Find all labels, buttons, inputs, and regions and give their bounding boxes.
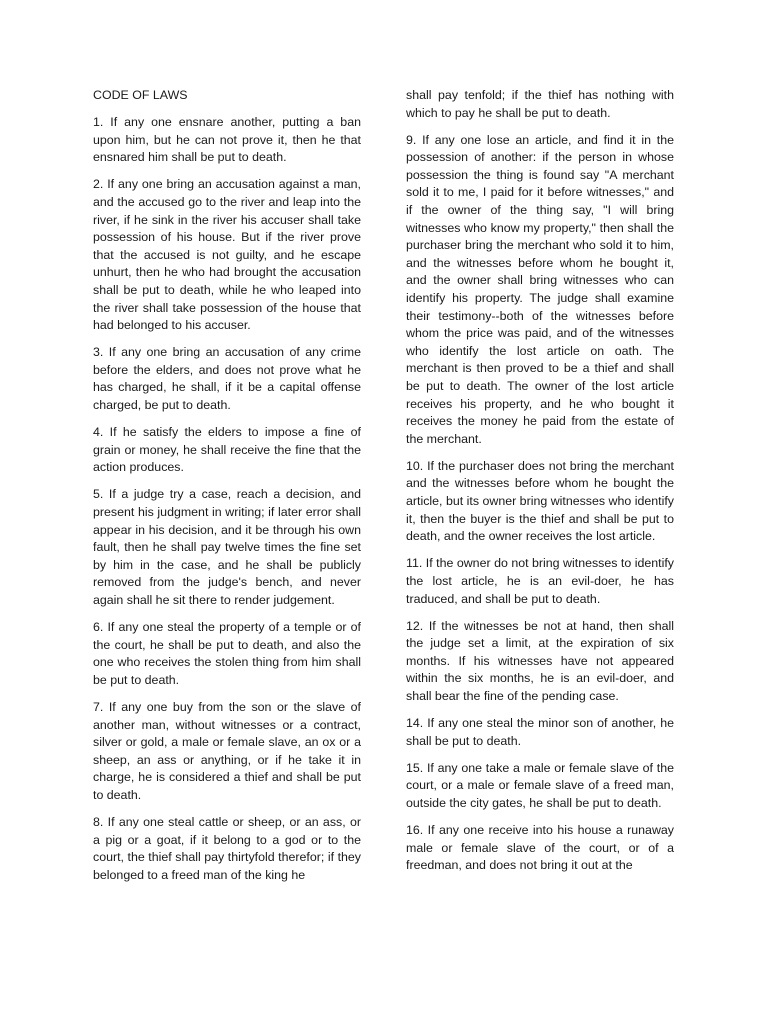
law-8-continued: shall pay tenfold; if the thief has nothing with which to pay he shall be put to death. <box>406 88 674 120</box>
law-10: 10. If the purchaser does not bring the merchant and the witnesses before whom he bought the article, but its owner bring witnesses who identify it, then the buyer is the thief and shall be put to death, and the owner receives the lost article. <box>406 458 674 544</box>
law-1: 1. If any one ensnare another, putting a ban upon him, but he can not prove it, then he that ensnared him shall be put to death. <box>93 115 361 165</box>
law-11: 11. If the owner do not bring witnesses to identify the lost article, he is an evil-doer, he has traduced, and shall be put to death. <box>406 556 674 606</box>
law-9: 9. If any one lose an article, and find it in the possession of another: if the person in whose possession the thing is found say "A merchant sold it to me, I paid for it before witnesses," and if the owner of the thing say, "I will bring witnesses who know my property," then shall the purchaser bring the merchant who sold it to him, and the witnesses before whom he bought it, and the owner shall bring witnesses who can identify his property. The judge shall examine their testimony--both of the witnesses before whom the price was paid, and of the witnesses who identify the lost article on oath. The merchant is then proved to be a thief and shall be put to death. The owner of the lost article receives his property, and he who bought it receives the money he paid from the estate of the merchant. <box>406 132 674 446</box>
law-12: 12. If the witnesses be not at hand, then shall the judge set a limit, at the expiration of six months. If his witnesses have not appeared within the six months, he is an evil-doer, and shall bear the fine of the pending case. <box>406 618 674 703</box>
law-5: 5. If a judge try a case, reach a decision, and present his judgment in writing; if later error shall appear in his decision, and it be through his own fault, then he shall pay twelve times the fine set by him in the case, and he shall be publicly removed from the judge's bench, and never again shall he sit there to render judgement. <box>93 487 361 607</box>
law-7: 7. If any one buy from the son or the slave of another man, without witnesses or a contract, silver or gold, a male or female slave, an ox or a sheep, an ass or anything, or if he take it in charge, he is considered a thief and shall be put to death. <box>93 699 361 802</box>
law-16: 16. If any one receive into his house a runaway male or female slave of the court, or of a freedman, and does not bring it out at the <box>406 823 674 873</box>
right-column <box>406 87 674 884</box>
document-title: CODE OF LAWS <box>93 88 188 102</box>
law-8: 8. If any one steal cattle or sheep, or an ass, or a pig or a goat, if it belong to a god or to the court, the thief shall pay thirtyfold therefor; if they belonged to a freed man of the king he <box>93 814 361 882</box>
left-column <box>93 87 361 894</box>
law-3: 3. If any one bring an accusation of any crime before the elders, and does not prove what he has charged, he shall, if it be a capital offense charged, be put to death. <box>93 345 361 412</box>
law-15: 15. If any one take a male or female slave of the court, or a male or female slave of a freed man, outside the city gates, he shall be put to death. <box>406 760 674 810</box>
law-2: 2. If any one bring an accusation against a man, and the accused go to the river and leap into the river, if he sink in the river his accuser shall take possession of his house. But if the river prove that the accused is not guilty, and he escape unhurt, then he who had brought the accusation shall be put to death, while he who leaped into the river shall take possession of the house that had belonged to his accuser. <box>93 177 361 333</box>
law-14: 14. If any one steal the minor son of another, he shall be put to death. <box>406 716 674 748</box>
law-4: 4. If he satisfy the elders to impose a fine of grain or money, he shall receive the fine that the action produces. <box>93 425 361 475</box>
law-6: 6. If any one steal the property of a temple or of the court, he shall be put to death, and also the one who receives the stolen thing from him shall be put to death. <box>93 620 361 687</box>
